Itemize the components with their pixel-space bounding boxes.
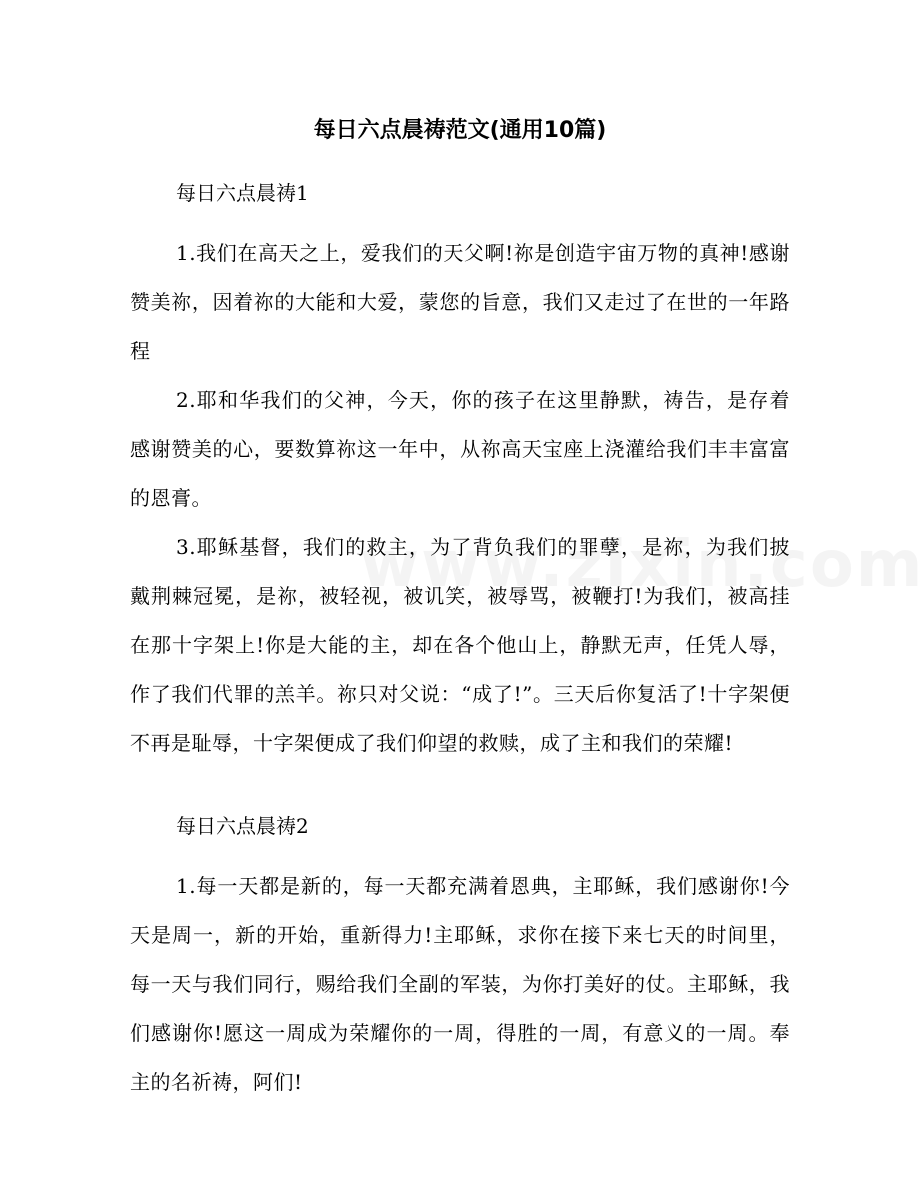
section-heading: 每日六点晨祷2	[176, 814, 309, 838]
paragraph: 3.耶稣基督，我们的救主，为了背负我们的罪孽，是祢，为我们披戴荆棘冠冕，是祢，被轻视，被讥笑，被辱骂，被鞭打!为我们，被高挂在那十字架上!你是大能的主，却在各个他山上，静默无声，任凭人辱，作了我们代罪的羔羊。祢只对父说：“成了!”。三天后你复活了!十字架便不再是耻辱，十字架便成了我们仰望的救赎，成了主和我们的荣耀!	[130, 535, 790, 755]
document-title: 每日六点晨祷范文(通用10篇)	[313, 118, 607, 143]
paragraph: 1.每一天都是新的，每一天都充满着恩典，主耶稣，我们感谢你!今天是周一，新的开始，重新得力!主耶稣，求你在接下来七天的时间里，每一天与我们同行，赐给我们全副的军装，为你打美好的仗。主耶稣，我们感谢你!愿这一周成为荣耀你的一周，得胜的一周，有意义的一周。奉主的名祈祷，阿们!	[130, 874, 790, 1094]
paragraph: 2.耶和华我们的父神，今天，你的孩子在这里静默，祷告，是存着感谢赞美的心，要数算祢这一年中，从祢高天宝座上浇灌给我们丰丰富富的恩膏。	[130, 388, 790, 510]
paragraph: 1.我们在高天之上，爱我们的天父啊!祢是创造宇宙万物的真神!感谢赞美祢，因着祢的大能和大爱，蒙您的旨意，我们又走过了在世的一年路程	[130, 241, 790, 363]
section-heading: 每日六点晨祷1	[176, 181, 309, 205]
